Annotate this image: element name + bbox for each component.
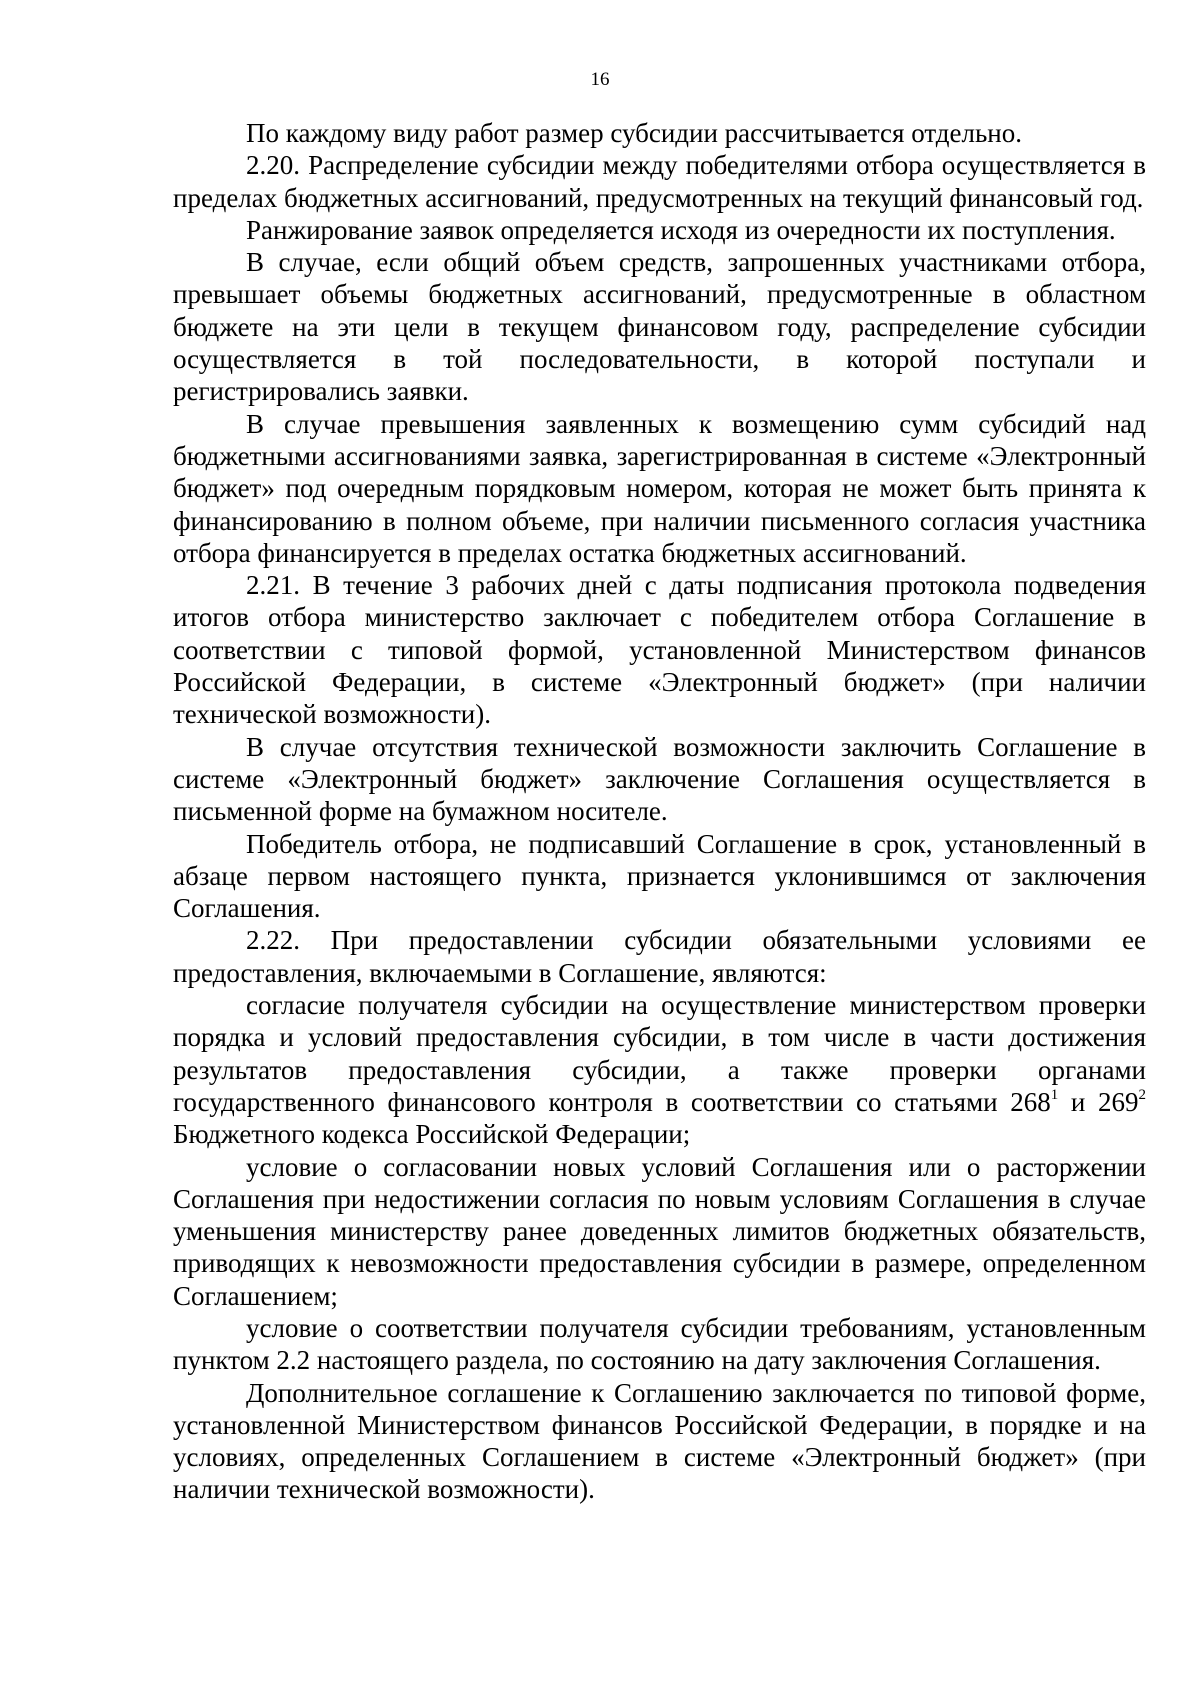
paragraph-ranking: Ранжирование заявок определяется исходя из очередности их поступления. bbox=[246, 214, 1116, 245]
page-number: 16 bbox=[590, 69, 610, 90]
consent-text-part-1: согласие получателя субсидии на осуществление министерством проверки порядка и условий предоставления субсидии, в том числе в части достижения результатов предоставления субсидии, а также проверки органами государственного финансового контроля в соответствии со статьями 268 bbox=[173, 990, 1146, 1117]
paragraph-no-technical-possibility: В случае отсутствия технической возможности заключить Соглашение в системе «Электронный бюджет» заключение Соглашения осуществляется в письменной форме на бумажном носителе. bbox=[173, 731, 1146, 827]
paragraph-subsidy-per-work-type: По каждому виду работ размер субсидии рассчитывается отдельно. bbox=[246, 118, 1022, 148]
paragraph-2-21: 2.21. В течение 3 рабочих дней с даты подписания протокола подведения итогов отбора министерство заключает с победителем отбора Соглашение в соответствии с типовой формой, установленной Министерством финансов Российской Федерации, в системе «Электронный бюджет» (при наличии технической возможности). bbox=[173, 570, 1146, 730]
superscript-1: 1 bbox=[1050, 1086, 1059, 1103]
paragraph-additional-agreement: Дополнительное соглашение к Соглашению заключается по типовой форме, установленной Министерством финансов Российской Федерации, в порядке и на условиях, определенных Соглашением в системе «Электронный бюджет» (при наличии технической возможности). bbox=[173, 1377, 1146, 1505]
paragraph-excess-claims: В случае превышения заявленных к возмещению сумм субсидий над бюджетными ассигнованиями заявка, зарегистрированная в системе «Электронный бюджет» под очередным порядковым номером, которая не может быть принята к финансированию в полном объеме, при наличии письменного согласия участника отбора финансируется в пределах остатка бюджетных ассигнований. bbox=[173, 408, 1146, 568]
paragraph-2-22: 2.22. При предоставлении субсидии обязательными условиями ее предоставления, включаемыми в Соглашение, являются: bbox=[173, 925, 1146, 988]
paragraph-excess-total: В случае, если общий объем средств, запрошенных участниками отбора, превышает объемы бюджетных ассигнований, предусмотренные в областном бюджете на эти цели в текущем финансовом году, распределение субсидии осуществляется в той последовательности, в которой поступали и регистрировались заявки. bbox=[173, 247, 1146, 407]
consent-text-part-3: Бюджетного кодекса Российской Федерации; bbox=[173, 1119, 691, 1150]
paragraph-2-20: 2.20. Распределение субсидии между победителями отбора осуществляется в пределах бюджетных ассигнований, предусмотренных на текущий финансовый год. bbox=[173, 150, 1146, 213]
paragraph-new-terms-condition: условие о согласовании новых условий Соглашения или о расторжении Соглашения при недостижении согласия по новым условиям Соглашения в случае уменьшения министерству ранее доведенных лимитов бюджетных обязательств, приводящих к невозможности предоставления субсидии в размере, определенном Соглашением; bbox=[173, 1151, 1146, 1311]
consent-text-part-2: и 269 bbox=[1058, 1086, 1139, 1117]
paragraph-winner-evasion: Победитель отбора, не подписавший Соглашение в срок, установленный в абзаце первом настоящего пункта, признается уклонившимся от заключения Соглашения. bbox=[173, 828, 1146, 924]
superscript-2: 2 bbox=[1138, 1086, 1146, 1103]
paragraph-requirements-condition: условие о соответствии получателя субсидии требованиям, установленным пунктом 2.2 настоящего раздела, по состоянию на дату заключения Соглашения. bbox=[173, 1312, 1146, 1376]
document-body bbox=[173, 117, 1146, 1506]
paragraph-consent-condition bbox=[173, 989, 1146, 1150]
